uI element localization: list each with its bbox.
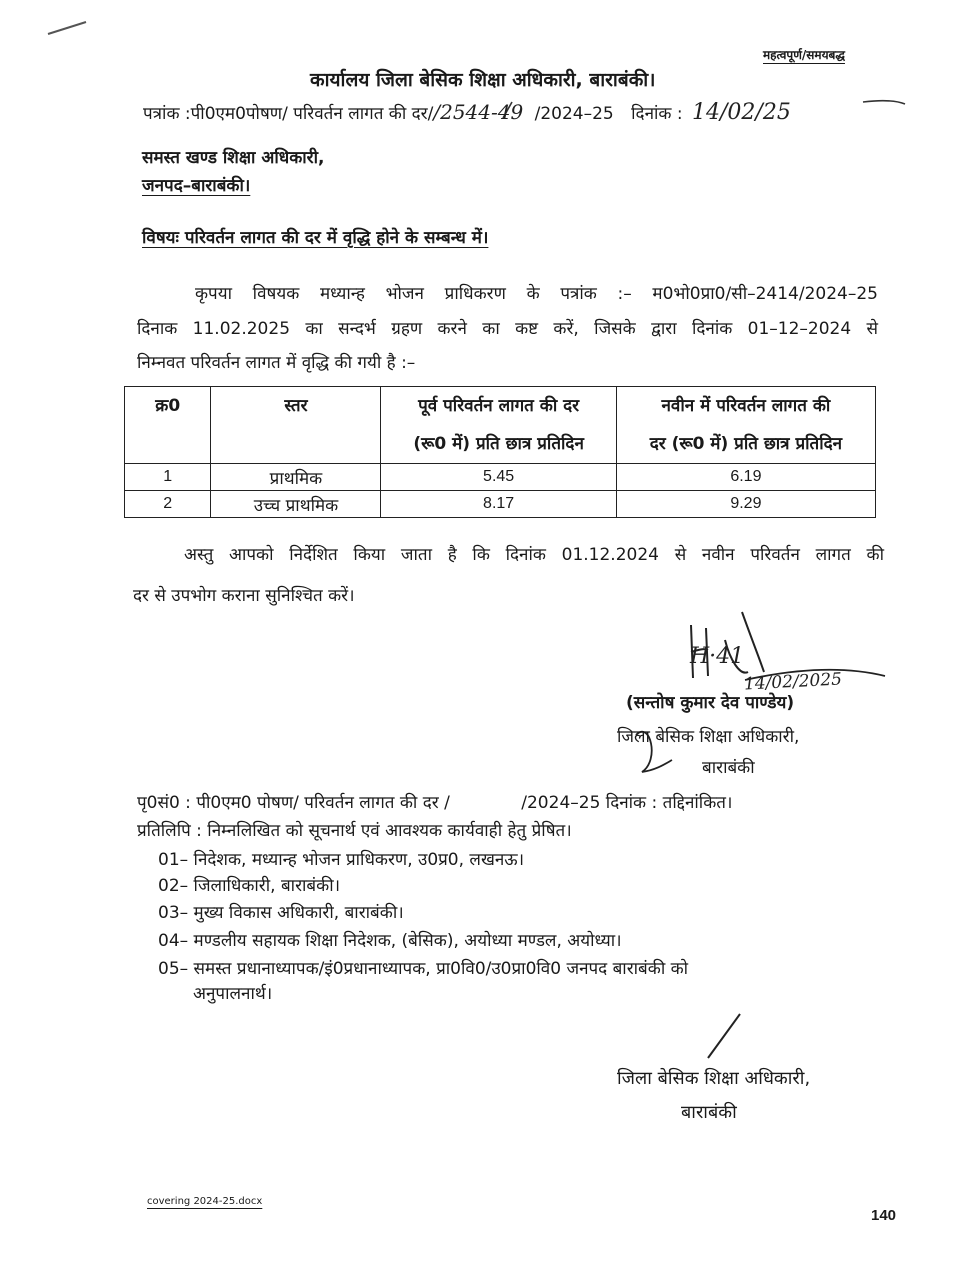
letter-number-year: /2024–25 [534,104,614,124]
signatory-place: बाराबंकी [702,758,755,778]
signatory-name: (सन्तोष कुमार देव पाण्डेय) [626,693,795,713]
letter-number-prefix: पत्रांक :पी0एम0पोषण/ परिवर्तन लागत की दर/ [143,104,434,124]
cell-new-rate: 6.19 [616,464,875,491]
cell-new-rate: 9.29 [616,491,875,518]
subject-line: विषयः परिवर्तन लागत की दर में वृद्धि होने के सम्बन्ध में। [142,228,489,248]
footer-filename: covering 2024-25.docx [147,1196,263,1207]
cell-old-rate: 5.45 [381,464,616,491]
addressee-line-2: जनपद–बाराबंकी। [142,176,251,196]
list-item: 01– निदेशक, मध्यान्ह भोजन प्राधिकरण, उ0प्र0, लखनऊ। [158,850,525,870]
list-item: 02– जिलाधिकारी, बाराबंकी। [158,876,341,896]
list-item-continuation: अनुपालनार्थ। [193,984,273,1004]
list-item: 05– समस्त प्रधानाध्यापक/इं0प्रधानाध्यापक, प्रा0वि0/उ0प्रा0वि0 जनपद बाराबंकी को [158,959,689,979]
signatory-designation: जिला बेसिक शिक्षा अधिकारी, [617,727,800,747]
body-para2-line2: दर से उपभोग कराना सुनिश्चित करें। [133,586,355,606]
letter-number-line [143,100,791,125]
header-sno [125,387,211,464]
rate-table [124,386,876,518]
priority-mark: महत्वपूर्ण/समयबद्ध [763,48,845,62]
header-old-rate [381,387,616,464]
cell-level: प्राथमिक [211,464,381,491]
signature-slash [708,1014,740,1058]
table-row [125,464,876,491]
date-label: दिनांक : [631,104,683,124]
body-para1-line2: दिनाक 11.02.2025 का सन्दर्भ ग्रहण करने का कष्ट करें, जिसके द्वारा दिनांक 01–12–2024 से [137,319,878,339]
body-para1-line1: कृपया विषयक मध्यान्ह भोजन प्राधिकरण के पत्रांक :– म0भो0प्रा0/सी–2414/2024–25 [195,284,878,304]
letter-number-handwritten: /2544-49 [433,100,524,124]
cell-level: उच्च प्राथमिक [211,491,381,518]
cell-sno: 2 [125,491,211,518]
body-para1-line3: निम्नवत परिवर्तन लागत में वृद्धि की गयी है :– [137,353,416,373]
office-title: कार्यालय जिला बेसिक शिक्षा अधिकारी, बाराबंकी। [310,69,656,91]
header-level-label: स्तर [284,396,308,416]
body-para2-line1: अस्तु आपको निर्देशित किया जाता है कि दिनांक 01.12.2024 से नवीन परिवर्तन लागत की [184,545,884,565]
date-handwritten: 14/02/25 [692,100,791,125]
header-level [211,387,381,464]
list-item: 03– मुख्य विकास अधिकारी, बाराबंकी। [158,903,404,923]
table-row [125,491,876,518]
addressee-line-1: समस्त खण्ड शिक्षा अधिकारी, [142,148,325,168]
list-item: 04– मण्डलीय सहायक शिक्षा निदेशक, (बेसिक), अयोध्या मण्डल, अयोध्या। [158,931,622,951]
cell-sno: 1 [125,464,211,491]
page-number: 140 [871,1207,897,1224]
signature-initials: H·41 [690,644,745,669]
header-new-rate-line2: दर (रू0 में) प्रति छात्र प्रतिदिन [649,434,843,454]
header-old-rate-line2: (रू0 में) प्रति छात्र प्रतिदिन [413,434,584,454]
table-header-row [125,387,876,464]
final-place: बाराबंकी [681,1102,737,1123]
signature-date: 14/02/2025 [743,669,843,695]
copy-intro: प्रतिलिपि : निम्नलिखित को सूचनार्थ एवं आवश्यक कार्यवाही हेतु प्रेषित। [137,821,572,841]
final-designation: जिला बेसिक शिक्षा अधिकारी, [617,1068,811,1089]
cell-old-rate: 8.17 [381,491,616,518]
endorsement-ref-year: /2024–25 दिनांक : तद्दिनांकित। [521,793,733,813]
header-sno-label: क्र0 [155,396,181,416]
header-new-rate [616,387,875,464]
header-new-rate-line1: नवीन में परिवर्तन लागत की [661,396,831,416]
endorsement-ref: पृ0सं0 : पी0एम0 पोषण/ परिवर्तन लागत की दर / [137,793,450,813]
header-old-rate-line1: पूर्व परिवर्तन लागत की दर [418,396,580,416]
endorsement-ref-line [137,790,732,813]
